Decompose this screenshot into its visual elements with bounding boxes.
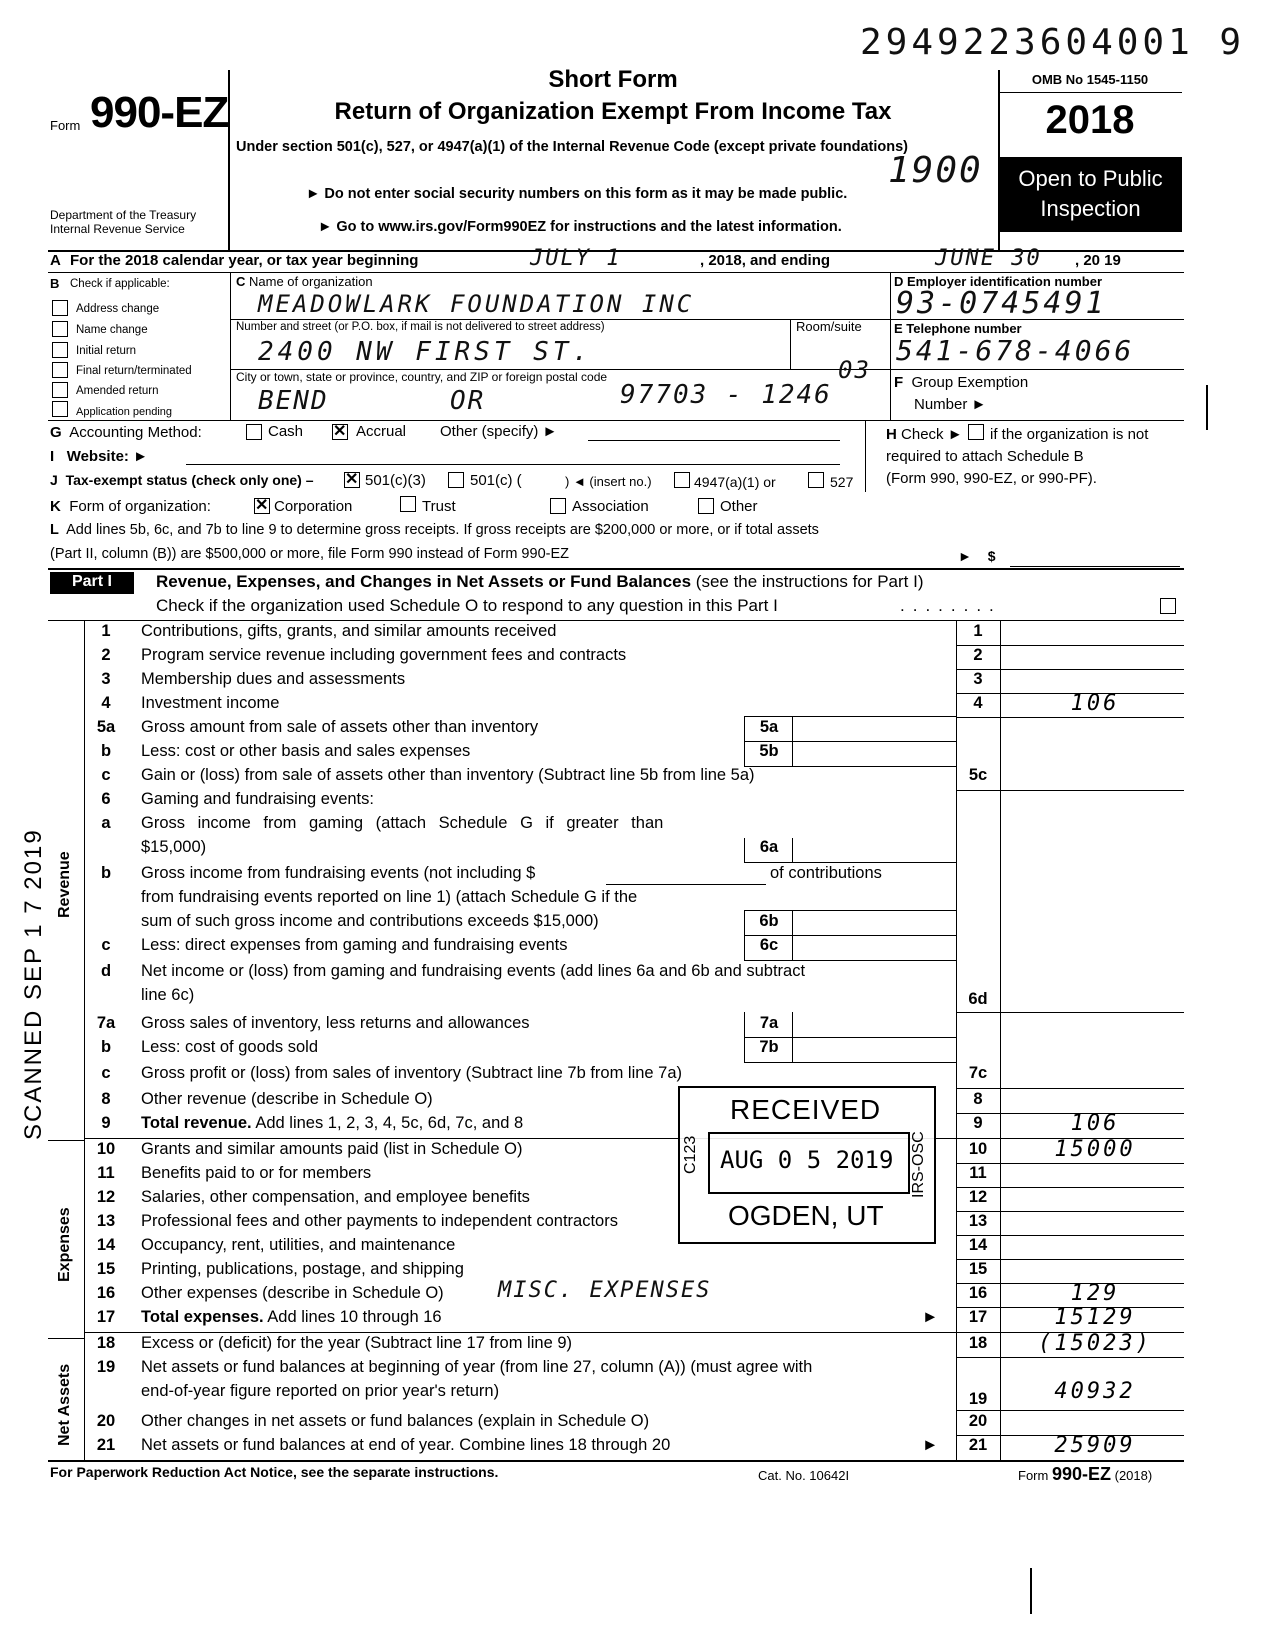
revenue-side-label: Revenue	[56, 851, 73, 918]
other-org-checkbox[interactable]	[698, 498, 714, 514]
telephone[interactable]: 541-678-4066	[896, 334, 1135, 367]
trust-label: Trust	[422, 498, 456, 515]
section-f-title: F Group Exemption	[894, 374, 1029, 391]
line-6: 6 Gaming and fundraising events:	[101, 790, 374, 808]
scanned-stamp: SCANNED SEP 1 7 2019	[20, 828, 47, 1140]
line-17: 17 Total expenses. Add lines 10 through 16 ► 17 15129	[0, 1308, 1280, 1332]
line-h-text4: (Form 990, 990-EZ, or 990-PF).	[886, 470, 1097, 487]
form-name: 990-EZ	[90, 88, 229, 137]
4947-label: 4947(a)(1) or	[694, 474, 776, 490]
line-4: 4 Investment income 4 106	[0, 694, 1280, 718]
line-3: 3 Membership dues and assessments 3	[101, 670, 983, 688]
line-9: 9 Total revenue. Add lines 1, 2, 3, 4, 5c, 6d, 7c, and 8 9 106	[0, 1114, 1280, 1138]
line-13: 13 Professional fees and other payments to independent contractors 13	[96, 1212, 988, 1230]
line-11: 11 Benefits paid to or for members 11	[97, 1164, 987, 1182]
instructions-notice: ► Go to www.irs.gov/Form990EZ for instructions and the latest information.	[318, 219, 842, 235]
form-title: Return of Organization Exempt From Income Tax	[334, 98, 892, 125]
section-e-title: E Telephone number	[894, 321, 1022, 336]
open-to-public: Open to Public	[1018, 166, 1163, 191]
line-5b: b Less: cost or other basis and sales expenses 5b	[100, 742, 779, 760]
application-pending-checkbox[interactable]	[52, 401, 68, 417]
street-address[interactable]: 2400 NW FIRST ST.	[258, 337, 593, 367]
section-b-title: Check if applicable:	[70, 278, 170, 290]
line-j: J Tax-exempt status (check only one) –	[50, 472, 314, 488]
received-city: OGDEN, UT	[728, 1200, 884, 1231]
insert-no-label: ) ◄ (insert no.)	[565, 474, 652, 489]
corporation-label: Corporation	[274, 498, 353, 515]
line-9-amount[interactable]: 106	[1070, 1111, 1120, 1136]
section-c-label: C Name of organization	[236, 274, 373, 289]
address-change-checkbox[interactable]	[52, 300, 68, 316]
line-h-text3: required to attach Schedule B	[886, 448, 1084, 465]
line-6b: b Gross income from fundraising events (not including $ of contributions	[100, 864, 882, 882]
omb-number: OMB No 1545-1150	[1031, 72, 1149, 87]
line-7b: b Less: cost of goods sold 7b	[100, 1038, 779, 1056]
line-h-text2: if the organization is not	[990, 426, 1149, 443]
line-h: H Check ►	[886, 426, 963, 443]
short-form-title: Short Form	[548, 66, 678, 93]
handwritten-1900: 1900	[888, 150, 983, 191]
part1-check-text: Check if the organization used Schedule O to respond to any question in this Part I	[156, 596, 778, 615]
association-checkbox[interactable]	[550, 498, 566, 514]
initial-return-checkbox[interactable]	[52, 342, 68, 358]
cash-label: Cash	[268, 423, 304, 440]
other-org-label: Other	[720, 498, 758, 515]
line-g: G Accounting Method:	[50, 424, 202, 441]
line-6b-contrib-field[interactable]	[606, 884, 766, 885]
city[interactable]: BEND	[258, 386, 329, 416]
ssn-notice: ► Do not enter social security numbers on this form as it may be made public.	[306, 186, 848, 202]
part1-title: Revenue, Expenses, and Changes in Net Assets or Fund Balances (see the instructions for Part I)	[156, 572, 924, 591]
line-20: 20 Other changes in net assets or fund balances (explain in Schedule O) 20	[96, 1412, 988, 1430]
schedule-b-checkbox[interactable]	[968, 424, 984, 440]
line-10: 10 Grants and similar amounts paid (list in Schedule O) 10 15000	[0, 1140, 1280, 1164]
line-a-text: For the 2018 calendar year, or tax year beginning	[70, 252, 419, 269]
line-l-text2: (Part II, column (B)) are $500,000 or more, file Form 990 instead of Form 990-EZ	[50, 546, 569, 562]
line-21: 21 Net assets or fund balances at end of year. Combine lines 18 through 20 ► 21 25909	[0, 1436, 1280, 1460]
footer-cat-no: Cat. No. 10642I	[758, 1468, 850, 1483]
line-6b-cont: from fundraising events reported on line 1) (attach Schedule G if the	[141, 888, 638, 906]
corporation-checkbox[interactable]	[254, 498, 270, 514]
trust-checkbox[interactable]	[400, 496, 416, 512]
association-label: Association	[572, 498, 649, 515]
footer-form: Form 990-EZ (2018)	[1018, 1464, 1153, 1484]
tax-year-begin[interactable]: JULY 1	[530, 246, 622, 271]
part1-label: Part I	[71, 573, 112, 590]
tax-year: 2018	[1045, 98, 1135, 142]
handwritten-03: 03	[838, 356, 871, 384]
line-14: 14 Occupancy, rent, utilities, and maintenance 14	[96, 1236, 988, 1254]
line-k: K Form of organization:	[50, 498, 211, 515]
group-exemption-number: Number ►	[914, 396, 987, 413]
dept-treasury: Department of the Treasury	[50, 208, 197, 222]
other-method-field[interactable]	[588, 440, 840, 441]
line-15: 15 Printing, publications, postage, and shipping 15	[96, 1260, 988, 1278]
expenses-side-label: Expenses	[56, 1207, 73, 1282]
name-change-checkbox[interactable]	[52, 321, 68, 337]
501c3-checkbox[interactable]	[344, 472, 360, 488]
ein[interactable]: 93-0745491	[896, 286, 1107, 321]
address-change-label: Address change	[76, 303, 160, 315]
tax-year-end[interactable]: JUNE 30	[935, 246, 1042, 271]
margin-mark	[1206, 385, 1208, 430]
schedule-o-checkbox[interactable]	[1160, 598, 1176, 614]
amended-return-checkbox[interactable]	[52, 382, 68, 398]
line-16-description[interactable]: MISC. EXPENSES	[498, 1278, 712, 1303]
amended-return-label: Amended return	[76, 385, 159, 397]
tax-year-end-year: , 20 19	[1075, 252, 1121, 269]
other-method-label: Other (specify) ►	[440, 423, 558, 440]
gross-receipts-arrow: ► $	[958, 548, 996, 564]
final-return-checkbox[interactable]	[52, 362, 68, 378]
street-label: Number and street (or P.O. box, if mail is not delivered to street address)	[236, 321, 605, 333]
4947-checkbox[interactable]	[674, 472, 690, 488]
received-label: RECEIVED	[730, 1094, 882, 1125]
line-18-amount[interactable]: (15023)	[1038, 1331, 1152, 1356]
line-4-amount[interactable]: 106	[1070, 691, 1120, 716]
501c-label: 501(c) (	[470, 472, 522, 489]
room-suite-label: Room/suite	[796, 319, 862, 334]
name-change-label: Name change	[76, 324, 148, 336]
line-5a: 5a Gross amount from sale of assets other than inventory 5a	[96, 718, 779, 736]
document-locator-number: 2949223604001 9	[860, 22, 1246, 63]
section-d-title: D Employer identification number	[894, 274, 1103, 289]
501c3-label: 501(c)(3)	[365, 472, 426, 489]
final-return-label: Final return/terminated	[76, 365, 192, 377]
stamp-right-code: IRS-OSC	[910, 1131, 927, 1198]
footer-paperwork-notice: For Paperwork Reduction Act Notice, see the separate instructions.	[50, 1464, 499, 1480]
inspection-label: Inspection	[1040, 196, 1141, 221]
accrual-checkbox[interactable]	[332, 424, 348, 440]
line-21-amount[interactable]: 25909	[1054, 1433, 1136, 1458]
accrual-label: Accrual	[356, 423, 407, 440]
city-label: City or town, state or province, country, and ZIP or foreign postal code	[236, 370, 608, 384]
line-17-amount[interactable]: 15129	[1054, 1305, 1136, 1330]
line-6b-cont2: sum of such gross income and contributions exceeds $15,000) 6b	[141, 912, 779, 930]
527-label: 527	[830, 474, 854, 490]
line-l-text1: L Add lines 5b, 6c, and 7b to line 9 to determine gross receipts. If gross receipts are $200,000 or more, or if total assets	[50, 522, 819, 538]
line-2: 2 Program service revenue including government fees and contracts 2	[101, 646, 983, 664]
line-5c: c Gain or (loss) from sale of assets other than inventory (Subtract line 5b from line 5a) 5c	[101, 766, 988, 784]
gross-receipts-field[interactable]	[1010, 566, 1180, 567]
website-label: I Website: ►	[50, 448, 148, 465]
line-18: 18 Excess or (deficit) for the year (Subtract line 17 from line 9) 18 (15023)	[0, 1334, 1280, 1358]
form-label: Form	[50, 118, 81, 133]
line-7a: 7a Gross sales of inventory, less returns and allowances 7a	[96, 1014, 779, 1032]
line-6d-cont: line 6c) 6d	[141, 986, 988, 1008]
line-12: 12 Salaries, other compensation, and employee benefits 12	[96, 1188, 988, 1206]
initial-return-label: Initial return	[76, 345, 137, 357]
part1-check-dots: ........	[900, 596, 1002, 615]
bottom-margin-mark	[1030, 1568, 1032, 1614]
line-a-label: A	[50, 252, 61, 269]
line-19-amount[interactable]: 40932	[1054, 1379, 1136, 1404]
received-date: AUG 0 5 2019	[720, 1146, 894, 1174]
line-a-mid: , 2018, and ending	[700, 252, 831, 269]
501c-checkbox[interactable]	[448, 472, 464, 488]
website-field[interactable]	[186, 464, 840, 465]
form-subtitle: Under section 501(c), 527, or 4947(a)(1) of the Internal Revenue Code (except private foundations)	[236, 139, 908, 155]
section-b-label: B	[50, 276, 60, 291]
line-19: 19 Net assets or fund balances at beginning of year (from line 27, column (A)) (must agree with	[96, 1358, 813, 1376]
line-19-cont: end-of-year figure reported on prior year's return) 19 40932	[0, 1382, 1280, 1406]
527-checkbox[interactable]	[808, 472, 824, 488]
application-pending-label: Application pending	[76, 406, 173, 418]
organization-name[interactable]: MEADOWLARK FOUNDATION INC	[258, 290, 695, 318]
cash-checkbox[interactable]	[246, 424, 262, 440]
line-7c: c Gross profit or (loss) from sales of inventory (Subtract line 7b from line 7a) 7c	[101, 1064, 988, 1082]
line-8: 8 Other revenue (describe in Schedule O) 8	[101, 1090, 983, 1108]
line-16-amount[interactable]: 129	[1070, 1281, 1120, 1306]
line-6c: c Less: direct expenses from gaming and fundraising events 6c	[101, 936, 779, 954]
line-10-amount[interactable]: 15000	[1054, 1137, 1136, 1162]
line-16: 16 Other expenses (describe in Schedule O) MISC. EXPENSES 16 129	[0, 1284, 1280, 1308]
line-6d: d Net income or (loss) from gaming and fundraising events (add lines 6a and 6b and subtract	[100, 962, 806, 980]
line-6a: a Gross income from gaming (attach Schedule G if greater than	[101, 814, 664, 832]
state[interactable]: OR	[450, 386, 486, 416]
net-assets-side-label: Net Assets	[56, 1363, 73, 1446]
zip-code[interactable]: 97703 - 1246	[620, 380, 832, 410]
irs-label: Internal Revenue Service	[50, 222, 185, 236]
stamp-left-code: C123	[682, 1135, 699, 1174]
line-1: 1 Contributions, gifts, grants, and similar amounts received 1	[101, 622, 983, 640]
line-6a-cont: $15,000) 6a	[141, 838, 779, 856]
received-stamp	[678, 1086, 936, 1244]
